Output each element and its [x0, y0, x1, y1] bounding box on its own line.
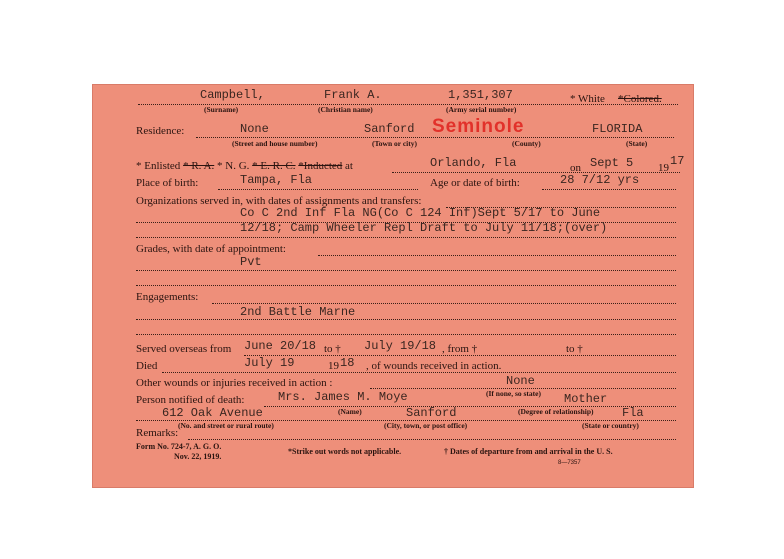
christian-name-value: Frank A.	[324, 88, 382, 102]
inducted-label: *Inducted	[298, 160, 343, 172]
service-record-card	[92, 84, 694, 488]
ra-label: * R. A.	[183, 160, 215, 172]
organizations-line1-value: Co C 2nd Inf Fla NG(Co C 124 Inf)Sept 5/17 to June	[240, 206, 601, 220]
died-year-value: 18	[340, 356, 355, 370]
engagements-value: 2nd Battle Marne	[240, 305, 356, 319]
overseas-label: Served overseas from	[136, 343, 232, 355]
at-label: at	[345, 160, 353, 172]
notified-line	[264, 406, 676, 407]
engagements-line-0	[212, 303, 676, 304]
birth-place-value: Tampa, Fla	[240, 173, 313, 187]
organizations-line-2	[136, 237, 676, 238]
enlisted-year-prefix: 19	[658, 162, 669, 174]
town-caption: (Town or city)	[372, 139, 417, 148]
organizations-line2-value: 12/18; Camp Wheeler Repl Draft to July 11/18;(over)	[240, 221, 608, 235]
overseas-line	[244, 355, 676, 356]
enlisted-label: * Enlisted	[136, 160, 181, 172]
notified-label: Person notified of death:	[136, 394, 245, 406]
on-label: on	[570, 162, 581, 174]
christian-name-caption: (Christian name)	[318, 105, 373, 114]
overseas-to-label: to †	[324, 343, 341, 355]
grades-line-1	[136, 270, 676, 271]
engagements-label: Engagements:	[136, 291, 199, 303]
other-wounds-label: Other wounds or injuries received in action :	[136, 377, 333, 389]
surname-value: Campbell,	[200, 88, 265, 102]
form-number: Form No. 724-7, A. G. O.	[136, 442, 222, 451]
engagements-line-1	[136, 319, 676, 320]
serial-number-value: 1,351,307	[448, 88, 513, 102]
age-label: Age or date of birth:	[430, 177, 520, 189]
city-caption: (City, town, or post office)	[384, 421, 468, 430]
grades-line-2	[136, 285, 676, 286]
strike-note: *Strike out words not applicable.	[288, 447, 402, 456]
state-country-caption: (State or country)	[582, 421, 639, 430]
residence-state-value: FLORIDA	[592, 122, 643, 136]
other-wounds-note: (If none, so state)	[486, 389, 541, 398]
died-line	[162, 372, 676, 373]
died-cause: , of wounds received in action.	[366, 360, 502, 372]
enlisted-year-value: 17	[670, 154, 685, 168]
engagements-line-2	[136, 334, 676, 335]
other-wounds-value: None	[506, 374, 535, 388]
serial-number-caption: (Army serial number)	[446, 105, 517, 114]
died-year-prefix: 19	[328, 360, 339, 372]
overseas-to-value: July 19/18	[364, 339, 437, 353]
ng-label: * N. G.	[217, 160, 250, 172]
notified-name-caption: (Name)	[338, 407, 362, 416]
remarks-label: Remarks:	[136, 427, 179, 439]
grades-line-0	[318, 255, 676, 256]
residence-street-value: None	[240, 122, 269, 136]
street-caption: (Street and house number)	[232, 139, 318, 148]
died-label: Died	[136, 360, 158, 372]
overseas-to2-label: to †	[566, 343, 583, 355]
county-caption: (County)	[512, 139, 541, 148]
organizations-label: Organizations served in, with dates of assignments and transfers:	[136, 195, 422, 207]
dates-note: † Dates of departure from and arrival in the U. S.	[444, 447, 613, 456]
enlisted-place-value: Orlando, Fla	[430, 156, 517, 170]
surname-caption: (Surname)	[204, 105, 239, 114]
notified-relationship-value: Mother	[564, 392, 608, 406]
notified-relationship-caption: (Degree of relationship)	[518, 407, 594, 416]
enlisted-date-value: Sept 5	[590, 156, 634, 170]
residence-label: Residence:	[136, 125, 185, 137]
overseas-from-value: June 20/18	[244, 339, 317, 353]
died-date-value: July 19	[244, 356, 295, 370]
notified-street-value: 612 Oak Avenue	[162, 406, 263, 420]
print-code: 8—7357	[558, 460, 581, 466]
remarks-line	[188, 439, 676, 440]
birth-place-line	[218, 189, 418, 190]
birth-place-label: Place of birth:	[136, 177, 199, 189]
county-stamp: Seminole	[432, 116, 525, 137]
age-value: 28 7/12 yrs	[560, 173, 640, 187]
grades-value: Pvt	[240, 255, 262, 269]
form-date: Nov. 22, 1919.	[174, 452, 222, 461]
race-white-label: * White	[570, 93, 605, 105]
residence-town-value: Sanford	[364, 122, 415, 136]
notified-state-value: Fla	[622, 406, 644, 420]
age-line	[542, 189, 676, 190]
notified-name-value: Mrs. James M. Moye	[278, 390, 408, 404]
street-route-caption: (No. and street or rural route)	[178, 421, 274, 430]
grades-label: Grades, with date of appointment:	[136, 243, 286, 255]
race-colored-label: *Colored.	[618, 93, 662, 105]
state-caption: (State)	[626, 139, 648, 148]
overseas-from2-label: , from †	[442, 343, 478, 355]
erc-label: * E. R. C.	[252, 160, 296, 172]
notified-city-value: Sanford	[406, 406, 457, 420]
